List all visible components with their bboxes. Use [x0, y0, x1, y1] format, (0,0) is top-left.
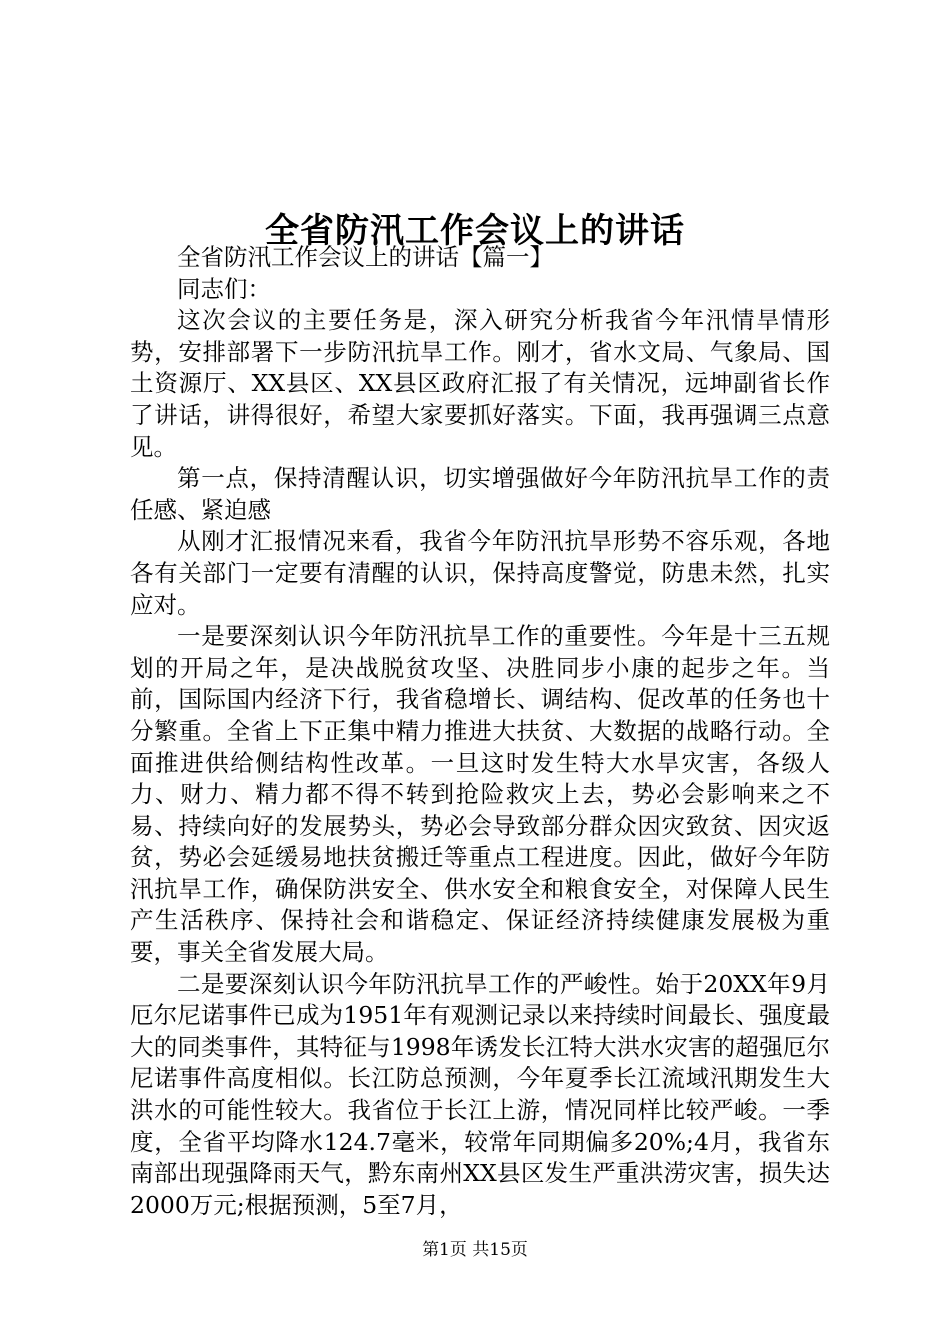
- paragraph: 这次会议的主要任务是，深入研究分析我省今年汛情旱情形势，安排部署下一步防汛抗旱工作。刚才，省水文局、气象局、国土资源厅、XX县区、XX县区政府汇报了有关情况，远坤副省长作了讲话，讲得很好，希望大家要抓好落实。下面，我再强调三点意见。: [130, 306, 830, 461]
- paragraph: 第一点，保持清醒认识，切实增强做好今年防汛抗旱工作的责任感、紧迫感: [130, 464, 830, 524]
- document-title: 全省防汛工作会议上的讲话: [265, 210, 685, 251]
- salutation: 同志们：: [177, 274, 271, 303]
- section-heading: 全省防汛工作会议上的讲话【篇一】: [177, 243, 553, 271]
- paragraph: 二是要深刻认识今年防汛抗旱工作的严峻性。始于20XX年9月厄尔尼诺事件已成为1951年有观测记录以来持续时间最长、强度最大的同类事件，其特征与1998年诱发长江特大洪水灾害的超强厄尔尼诺事件高度相似。长江防总预测，今年夏季长江流域汛期发生大洪水的可能性较大。我省位于长江上游，情况同样比较严峻。一季度，全省平均降水124.7毫米，较常年同期偏多20%;4月，我省东南部出现强降雨天气，黔东南州XX县区发生严重洪涝灾害，损失达2000万元;根据预测，5至7月，: [130, 969, 830, 1219]
- page-footer: 第1页 共15页: [422, 1240, 528, 1260]
- document-body: [130, 242, 830, 1221]
- paragraph: 一是要深刻认识今年防汛抗旱工作的重要性。今年是十三五规划的开局之年，是决战脱贫攻坚、决胜同步小康的起步之年。当前，国际国内经济下行，我省稳增长、调结构、促改革的任务也十分繁重。全省上下正集中精力推进大扶贫、大数据的战略行动。全面推进供给侧结构性改革。一旦这时发生特大水旱灾害，各级人力、财力、精力都不得不转到抢险救灾上去，势必会影响来之不易、持续向好的发展势头，势必会导致部分群众因灾致贫、因灾返贫，势必会延缓易地扶贫搬迁等重点工程进度。因此，做好今年防汛抗旱工作，确保防洪安全、供水安全和粮食安全，对保障人民生产生活秩序、保持社会和谐稳定、保证经济持续健康发展极为重要，事关全省发展大局。: [130, 622, 830, 967]
- paragraph: 从刚才汇报情况来看，我省今年防汛抗旱形势不容乐观，各地各有关部门一定要有清醒的认识，保持高度警觉，防患未然，扎实应对。: [130, 527, 830, 619]
